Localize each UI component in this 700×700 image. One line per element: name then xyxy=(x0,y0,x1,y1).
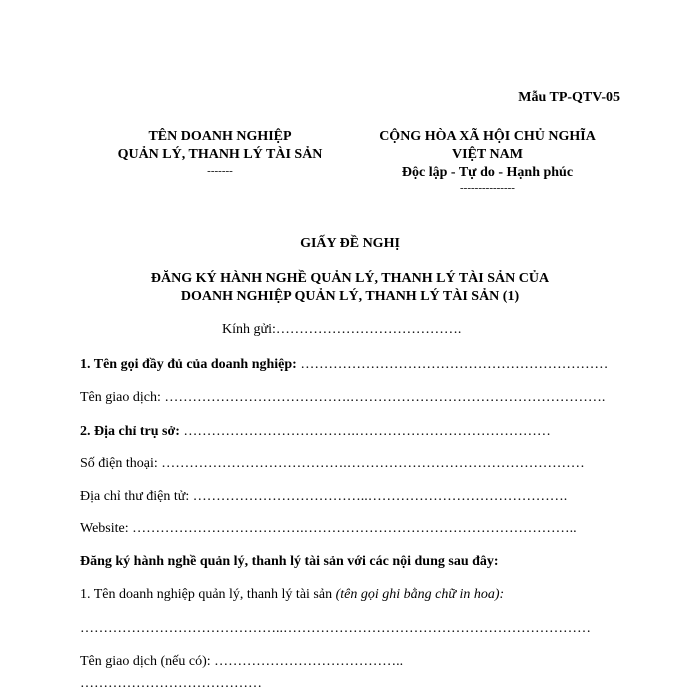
field-address xyxy=(80,424,551,440)
document-subtitle xyxy=(0,270,700,306)
right-header-divider: --------------- xyxy=(460,182,515,194)
right-header-line2: VIỆT NAM xyxy=(452,147,523,162)
field-trade-name: Tên giao dịch: ………………………………….………………………………………………. xyxy=(80,390,606,405)
right-header-line3: Độc lập - Tự do - Hạnh phúc xyxy=(401,165,574,180)
left-header-line2: QUẢN LÝ, THANH LÝ TÀI SẢN xyxy=(117,147,323,162)
trade-name-optional: Tên giao dịch (nếu có): ………………………………….. xyxy=(80,654,404,669)
item1-blank-line: ……………………………………..………………………………………………………… xyxy=(80,621,591,636)
field-email: Địa chỉ thư điện tử: ………………………………..……………………………………. xyxy=(80,489,568,504)
field-phone: Số điện thoại: ………………………………….…………………………………………… xyxy=(80,456,585,471)
right-header-line1: CỘNG HÒA XÃ HỘI CHỦ NGHĨA xyxy=(379,129,596,144)
document-title: GIẤY ĐỀ NGHỊ xyxy=(300,236,400,251)
field-website: Website: ……………………………….………………………………………………….. xyxy=(80,521,577,536)
item1-note: (tên gọi ghi bằng chữ in hoa): xyxy=(335,587,505,602)
subtitle-line2: DOANH NGHIỆP QUẢN LÝ, THANH LÝ TÀI SẢN (1) xyxy=(180,289,520,304)
field-full-name-label: 1. Tên gọi đầy đủ của doanh nghiệp: xyxy=(80,357,297,372)
item1-line xyxy=(80,587,504,603)
trailing-blank-line: ………………………………… xyxy=(80,676,262,691)
right-header xyxy=(355,128,620,194)
left-header-line1: TÊN DOANH NGHIỆP xyxy=(148,129,292,144)
form-code: Mẫu TP-QTV-05 xyxy=(518,90,620,105)
left-header xyxy=(90,128,350,178)
field-address-blank: ……………………………….…………………………………… xyxy=(179,424,551,439)
subtitle-line1: ĐĂNG KÝ HÀNH NGHỀ QUẢN LÝ, THANH LÝ TÀI SẢN CỦA xyxy=(150,271,550,286)
section-heading: Đăng ký hành nghề quản lý, thanh lý tài sản với các nội dung sau đây: xyxy=(80,554,499,569)
recipient-line: Kính gửi:…………………………………. xyxy=(222,322,462,337)
item1-label: 1. Tên doanh nghiệp quản lý, thanh lý tài sản xyxy=(80,587,336,602)
field-full-name xyxy=(80,357,608,373)
field-address-label: 2. Địa chỉ trụ sở: xyxy=(80,424,180,439)
left-header-divider: ------- xyxy=(207,165,233,177)
field-full-name-blank: ………………………………………………………… xyxy=(296,357,609,372)
